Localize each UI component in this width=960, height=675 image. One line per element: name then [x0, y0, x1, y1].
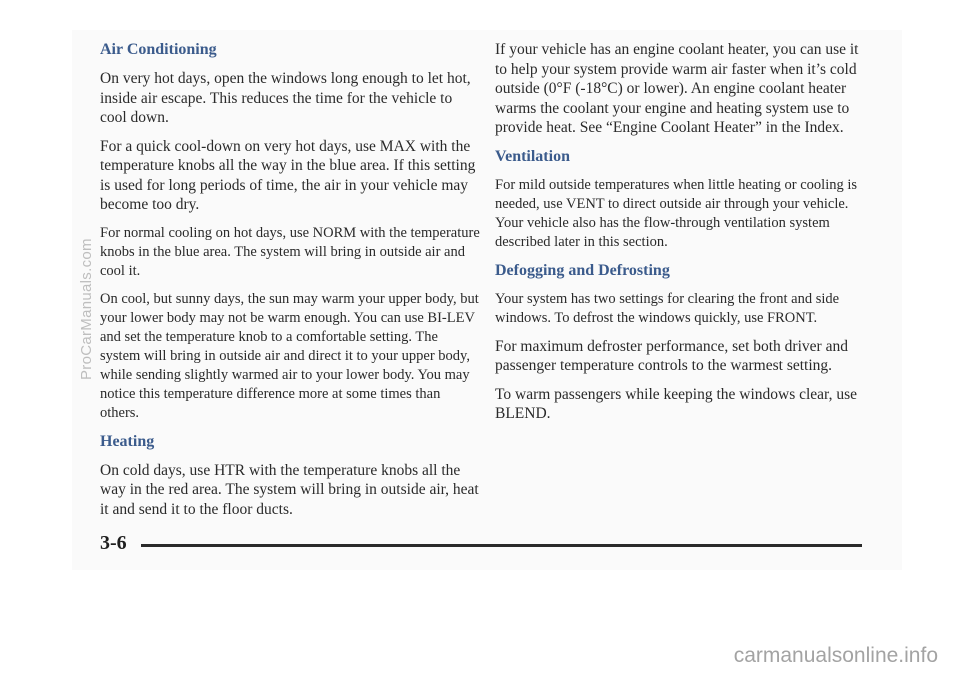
air-conditioning-paragraph-4: On cool, but sunny days, the sun may warm your upper body, but your lower body may not be warm enough. You can use BI-LEV and set the temperature knob to a comfortable setting. The system will bring in outside air and direct it to your upper body, while sending slightly warmed air to your lower body. You may notice this temperature difference more at some times than others. — [100, 290, 479, 421]
page-number: 3-6 — [100, 532, 127, 554]
heating-paragraph: On cold days, use HTR with the temperature knobs all the way in the red area. The system will bring in outside air, heat it and send it to the floor ducts. — [100, 461, 479, 518]
left-column — [100, 40, 480, 528]
ventilation-section — [495, 147, 872, 252]
ventilation-heading: Ventilation — [495, 147, 570, 165]
air-conditioning-paragraph-2: For a quick cool-down on very hot days, use MAX with the temperature knobs all the way in the blue area. If this setting is used for long periods of time, the air in your vehicle may become too dry. — [100, 137, 476, 213]
coolant-heater-section — [495, 40, 872, 138]
defogging-section — [495, 261, 872, 424]
air-conditioning-paragraph-3: For normal cooling on hot days, use NORM with the temperature knobs in the blue area. The system will bring in outside air and cool it. — [100, 224, 480, 279]
air-conditioning-heading: Air Conditioning — [100, 41, 217, 58]
heating-heading: Heating — [100, 432, 155, 450]
right-column — [495, 40, 872, 433]
ventilation-paragraph: For mild outside temperatures when little heating or cooling is needed, use VENT to direct outside air through your vehicle. Your vehicle also has the flow-through ventilation system described later in this section. — [495, 176, 858, 250]
defogging-paragraph-2: For maximum defroster performance, set both driver and passenger temperature controls to the warmest setting. — [495, 337, 848, 374]
defogging-paragraph-3: To warm passengers while keeping the windows clear, use BLEND. — [495, 385, 858, 422]
air-conditioning-section — [100, 40, 480, 423]
air-conditioning-paragraph-1: On very hot days, open the windows long enough to let hot, inside air escape. This reduces the time for the vehicle to cool down. — [100, 70, 471, 126]
page-footer — [100, 530, 862, 560]
side-watermark: ProCarManuals.com — [78, 238, 95, 380]
manual-page — [72, 30, 902, 570]
coolant-heater-paragraph: If your vehicle has an engine coolant heater, you can use it to help your system provide warm air faster when it’s cold outside (0°F (-18°C) or lower). An engine coolant heater warms the coolant your engine and heating system use to provide heat. See “Engine Coolant Heater” in the Index. — [495, 41, 859, 136]
defogging-paragraph-1: Your system has two settings for clearing the front and side windows. To defrost the windows quickly, use FRONT. — [495, 290, 840, 326]
site-watermark: carmanualsonline.info — [733, 644, 938, 667]
heating-section — [100, 432, 480, 520]
footer-divider — [141, 544, 862, 547]
defogging-heading: Defogging and Defrosting — [495, 261, 670, 279]
